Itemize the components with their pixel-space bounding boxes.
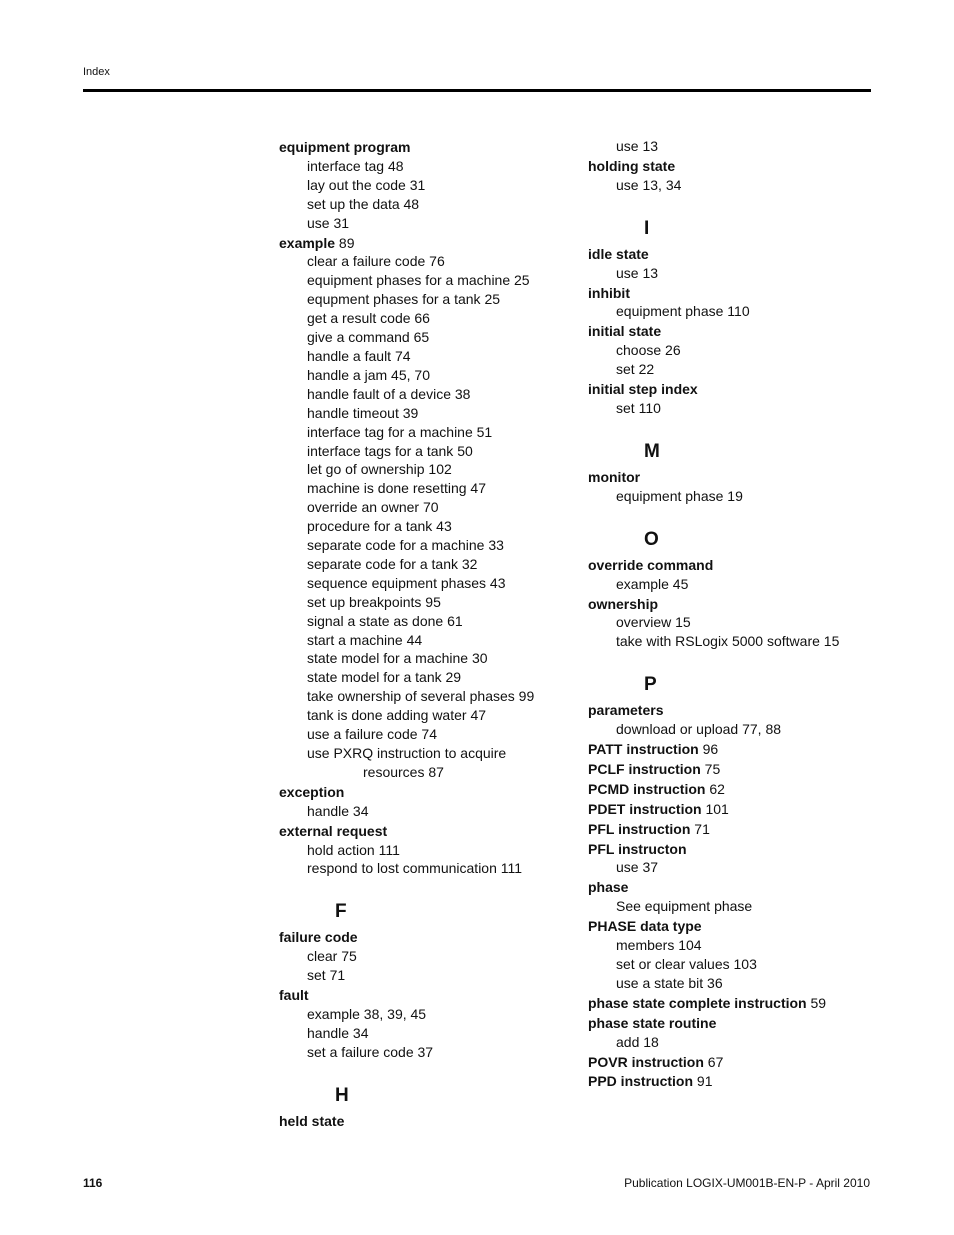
index-sub-entry: handle a jam 45, 70 [307,366,430,383]
index-sub-entry: procedure for a tank 43 [307,518,452,535]
index-term: exception [279,783,345,800]
index-main-entry [588,556,878,575]
index-sub-entry: take ownership of several phases 99 [307,688,535,705]
index-term: PPD instruction [588,1073,694,1090]
index-main-entry [279,928,569,947]
index-main-entry [588,284,878,303]
index-letter-heading: P [644,674,657,696]
index-term: PFL instructon [588,840,687,857]
running-header: Index [83,66,110,78]
index-main-entry [588,740,878,759]
index-sub-entry: example 45 [616,575,689,592]
index-sub-entry: override an owner 70 [307,499,439,516]
index-term: phase state complete instruction [588,994,807,1011]
index-column-right [588,137,878,1091]
index-main-entry [588,595,878,614]
index-sub-entry: interface tags for a tank 50 [307,442,473,459]
index-term: PHASE data type [588,918,702,935]
index-sub-entry: set 22 [616,361,655,378]
index-letter-heading: I [644,217,650,239]
index-main-entry [588,322,878,341]
publication-info: Publication LOGIX-UM001B-EN-P - April 2010 [624,1176,870,1190]
index-main-entry [588,994,878,1013]
index-term: initial state [588,323,662,340]
index-sub-entry: state model for a machine 30 [307,650,488,667]
index-sub-entry: use PXRQ instruction to acquire [307,745,507,761]
index-sub-entry: sequence equipment phases 43 [307,574,506,591]
index-sub-entry: set up breakpoints 95 [307,593,441,610]
index-page-ref: 91 [693,1073,713,1090]
index-term: parameters [588,702,664,719]
index-sub-entry: example 38, 39, 45 [307,1005,427,1022]
index-sub-entry: overview 15 [616,614,691,631]
index-term: idle state [588,245,649,262]
index-sub-entry: get a result code 66 [307,310,430,327]
index-sub-entry: set a failure code 37 [307,1043,434,1060]
index-sub-entry: set 110 [616,399,661,416]
index-sub-entry: tank is done adding water 47 [307,707,487,724]
index-term: ownership [588,595,659,612]
index-main-entry [588,245,878,264]
index-sub-entry: let go of ownership 102 [307,461,452,478]
index-main-entry [588,800,878,819]
index-term: PCLF instruction [588,760,701,777]
index-sub-entry: add 18 [616,1033,659,1050]
index-term: example [279,234,336,251]
index-sub-entry: choose 26 [616,342,681,359]
index-sub-entry: give a command 65 [307,329,430,346]
index-sub-entry: use 31 [307,214,350,231]
index-term: held state [279,1112,345,1129]
index-sub-entry: clear 75 [307,948,357,965]
index-page-ref: 96 [698,741,719,758]
index-sub-entry: machine is done resetting 47 [307,480,486,497]
index-term: PATT instruction [588,741,699,758]
index-letter-heading: O [644,528,659,550]
index-sub-entry: state model for a tank 29 [307,669,462,686]
page-number: 116 [83,1176,103,1190]
index-main-entry [588,780,878,799]
index-main-entry [279,1112,569,1131]
index-page-ref: 59 [806,994,827,1011]
index-sub-entry: separate code for a tank 32 [307,555,478,572]
index-sub-entry: handle 34 [307,1024,369,1041]
index-term: PCMD instruction [588,780,706,797]
index-main-entry [279,822,569,841]
index-sub-entry: download or upload 77, 88 [616,721,782,738]
index-sub-entry-continued: resources 87 [363,763,444,780]
index-main-entry [279,986,569,1005]
index-sub-entry: use 13, 34 [616,176,682,193]
index-page-ref: 62 [705,780,725,797]
index-main-entry [588,917,878,936]
index-sub-entry: use 13 [616,138,659,154]
index-term: POVR instruction [588,1053,704,1070]
index-term: inhibit [588,284,630,301]
index-page-ref: 75 [700,760,721,777]
index-sub-entry: handle fault of a device 38 [307,385,471,402]
index-main-entry [279,234,569,253]
index-sub-entry: handle 34 [307,802,369,819]
index-main-entry [588,1014,878,1033]
index-main-entry [588,1072,878,1091]
index-sub-entry: interface tag for a machine 51 [307,423,493,440]
index-sub-entry: use a state bit 36 [616,974,723,991]
index-main-entry [588,760,878,779]
index-sub-entry: handle a fault 74 [307,347,411,364]
index-main-entry [588,701,878,720]
index-page-ref: 71 [690,820,710,837]
index-term: PDET instruction [588,800,702,817]
index-main-entry [279,138,569,157]
index-sub-entry: signal a state as done 61 [307,612,463,629]
index-sub-entry: equipment phase 19 [616,487,743,504]
index-main-entry [588,840,878,859]
index-sub-entry: start a machine 44 [307,631,423,648]
index-sub-entry: set 71 [307,967,346,984]
index-letter-heading: M [644,440,660,462]
index-sub-entry: separate code for a machine 33 [307,537,504,554]
index-sub-entry: handle timeout 39 [307,404,419,421]
index-page-ref: 67 [703,1053,724,1070]
index-column-left [279,137,569,1131]
index-sub-entry: respond to lost communication 111 [307,860,523,877]
index-page-ref: 101 [701,800,729,817]
index-term: monitor [588,468,641,485]
index-term: fault [279,987,309,1004]
index-term: external request [279,822,388,839]
index-main-entry [279,783,569,802]
index-term: phase state routine [588,1014,717,1031]
index-sub-entry: set up the data 48 [307,195,420,212]
index-sub-entry: use 37 [616,859,659,876]
index-sub-entry: clear a failure code 76 [307,253,445,270]
index-term: phase [588,879,629,896]
index-term: initial step index [588,381,698,398]
index-term: failure code [279,929,358,946]
index-main-entry [588,878,878,897]
header-rule [83,89,871,92]
index-sub-entry: members 104 [616,937,702,954]
index-letter-heading: F [335,901,347,923]
index-sub-entry: use 13 [616,264,659,281]
index-sub-entry: interface tag 48 [307,157,404,174]
index-term: PFL instruction [588,820,691,837]
index-sub-entry: use a failure code 74 [307,726,437,743]
index-main-entry [588,1053,878,1072]
index-sub-entry: See equipment phase [616,898,753,915]
index-sub-entry: hold action 111 [307,841,400,858]
index-letter-heading: H [335,1084,349,1106]
index-sub-entry: set or clear values 103 [616,956,757,972]
index-main-entry [588,820,878,839]
index-main-entry [588,468,878,487]
index-sub-entry: equipment phase 110 [616,303,750,320]
index-term: equipment program [279,139,411,155]
index-main-entry [588,157,878,176]
index-page-ref: 89 [335,234,355,251]
index-main-entry [588,380,878,399]
index-sub-entry: lay out the code 31 [307,176,426,193]
index-sub-entry: equipment phases for a machine 25 [307,272,530,289]
index-sub-entry: take with RSLogix 5000 software 15 [616,633,840,650]
index-term: holding state [588,157,676,174]
index-sub-entry: equpment phases for a tank 25 [307,291,501,308]
index-term: override command [588,556,714,573]
